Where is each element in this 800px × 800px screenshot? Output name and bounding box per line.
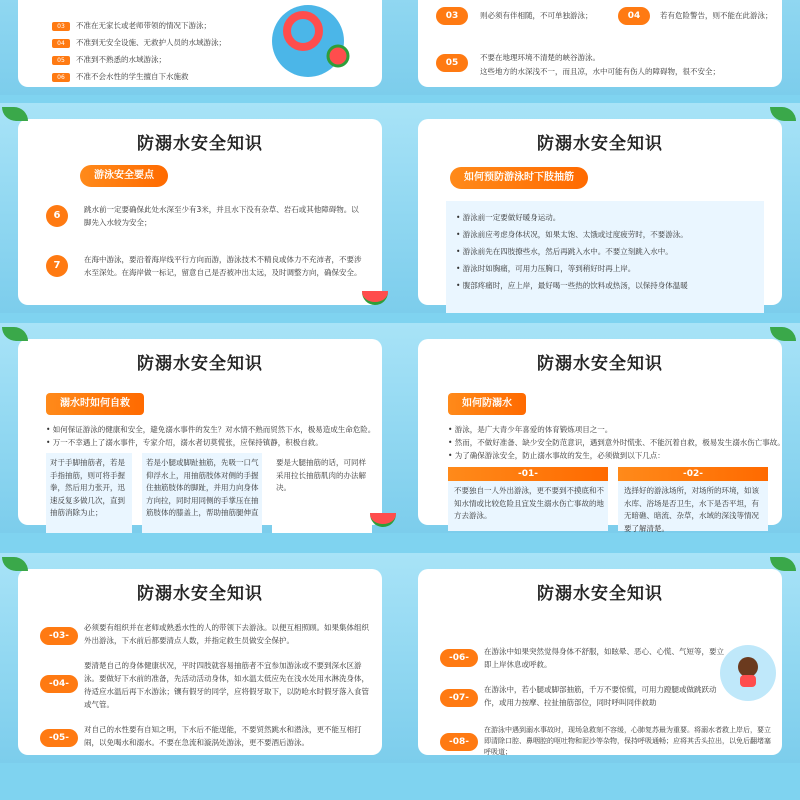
intro-bullets [448, 423, 788, 462]
list-item: • 游泳，是广大青少年喜爱的体育锻炼项目之一。 [448, 425, 613, 434]
slide-title: 防溺水安全知识 [537, 354, 663, 374]
list-item: 04 不准到无安全设施、无救护人员的水域游泳； [52, 36, 226, 49]
intro-bullets [46, 423, 376, 449]
palm-leaf-icon [2, 107, 28, 121]
list-item: 06 不准不会水性的学生擅自下水施救 [52, 70, 226, 83]
list-item: • 游泳前一定要做好暖身运动。 [456, 213, 561, 222]
slide-cramp-prevention [400, 103, 800, 313]
item-number: 6 [46, 205, 68, 227]
slide-title: 防溺水安全知识 [537, 584, 663, 604]
palm-leaf-icon [2, 557, 28, 571]
section-pill: 如何防溺水 [448, 393, 526, 415]
item-number: 04 [618, 7, 650, 25]
tips-box [446, 201, 764, 313]
list-item: • 万一不幸遇上了溺水事件，专家介绍，溺水者切莫慌张，应保持镇静，积极自救。 [46, 438, 323, 447]
slide-self-rescue [0, 323, 400, 533]
slide-card [18, 0, 382, 87]
list-item: • 如何保证游泳的健康和安全，避免溺水事件的发生？对水情不熟而贸然下水，极易造成生命危险。 [46, 425, 376, 434]
list-item: • 为了确保游泳安全，防止溺水事故的发生，必须做到以下几点： [448, 451, 665, 460]
list-item: • 腹部疼痛时，应上岸，最好喝一些热的饮料或热汤，以保持身体温暖 [456, 281, 688, 290]
item-number: 7 [46, 255, 68, 277]
tips-list [456, 209, 756, 294]
item-number: -03- [40, 627, 78, 645]
item-number: -08- [440, 733, 478, 751]
item-number: -07- [440, 689, 478, 707]
point-header: -01- [448, 467, 608, 481]
item-number: -06- [440, 649, 478, 667]
rule-list [52, 19, 226, 83]
item-number: 03 [436, 7, 468, 25]
list-item: • 游泳前应考虑身体状况，如果太饱、太饿或过度疲劳时，不要游泳。 [456, 230, 688, 239]
slide-top-left [0, 0, 400, 95]
list-item: 03 不准在无家长或老师带领的情况下游泳； [52, 19, 226, 32]
point-header: -02- [618, 467, 768, 481]
slide-card: 防溺水安全知识 溺水时如何自救 • 如何保证游泳的健康和安全，避免溺水事件的发生？对水情不熟而贸然下水，极易造成生命危险。 • 万一不幸遇上了溺水事件，专家介绍，溺水者切莫慌张，应保持镇静，积极自救。 对于手脚抽筋者，若是手指抽筋，则可将手握拳，然后用力张开，迅速反复多做几次，直到抽筋消除为止； 若是小腿或脚趾抽筋，先吸一口气仰浮水上，用抽筋肢体对侧的手握住抽筋肢体的脚趾，并用力向身体方向拉，同时用同侧的手掌压在抽筋肢体的膝盖上，帮助抽筋腿伸直 要是大腿抽筋的话，可同样采用拉长抽筋肌肉的办法解决。 [18, 339, 382, 525]
slide-emergency [400, 553, 800, 763]
slide-card [418, 119, 782, 305]
item-number: -05- [40, 729, 78, 747]
slide-card: 防溺水安全知识 -03- 必须要有组织并在老师或熟悉水性的人的带领下去游泳。以便互相照顾。如果集体组织外出游泳，下水前后都要清点人数，并指定救生员做安全保护。 -04- 要清楚自己的身体健康状况，平时四肢就容易抽筋者不宜参加游泳或不要到深水区游泳。要做好下水前的准备，先活动活动身体，如水温太低应先在浅水处用水淋洗身体，待适应水温后再下水游泳；镶有假牙的同学，应将假牙取下，以防呛水时假牙落入食管或气管。 -05- 对自己的水性要有自知之明，下水后不能逞能，不要贸然跳水和潜泳，更不能互相打闹，以免喝水和溺水。不要在急流和漩涡处游泳，更不要酒后游泳。 [18, 569, 382, 755]
slide-card: 03 则必须有伴相随，不可单独游泳； 04 若有危险警告，则不能在此游泳； 05 不要在地理环境不清楚的峡谷游泳。 这些地方的水深浅不一，而且凉，水中可能有伤人的障碍物，很不安全； [418, 0, 782, 87]
slide-card: 防溺水安全知识 游泳安全要点 6 跳水前一定要确保此处水深至少有3米，并且水下没有杂草、岩石或其他障碍物。以脚先入水较为安全； 7 在海中游泳，要沿着海岸线平行方向而游，游泳技术不精良或体力不充沛者，不要涉水至深处。在海岸做一标记，留意自己是否被冲出太远，及时调整方向，确保安全。 [18, 119, 382, 305]
list-item: • 然而，不做好准备、缺少安全防范意识，遇到意外时慌张、不能沉着自救，极易发生溺水伤亡事故。 [448, 438, 785, 447]
item-number: 05 [436, 54, 468, 72]
palm-leaf-icon [2, 327, 28, 341]
slide-card: 防溺水安全知识 如何防溺水 • 游泳，是广大青少年喜爱的体育锻炼项目之一。 • 然而，不做好准备、缺少安全防范意识，遇到意外时慌张、不能沉着自救，极易发生溺水伤亡事故。 • 为了确保游泳安全，防止溺水事故的发生，必须做到以下几点： -01- 不要独自一人外出游泳，更不要到不摸底和不知水情或比较危险且宜发生溺水伤亡事故的地方去游泳。 -02- 选择好的游泳场所，对场所的环境，如该水库、浴场是否卫生，水下是否平坦，有无暗礁、暗流、杂草，水域的深浅等情况要了解清楚。 [418, 339, 782, 525]
section-pill: 游泳安全要点 [80, 165, 168, 187]
slide-title: 防溺水安全知识 [137, 354, 263, 374]
slide-swim-safety [0, 103, 400, 313]
swimmer-girl-illustration [718, 643, 778, 703]
slide-top-right [400, 0, 800, 95]
section-pill: 如何预防游泳时下肢抽筋 [450, 167, 588, 189]
slide-title: 防溺水安全知识 [537, 134, 663, 154]
watermelon-icon [370, 513, 396, 527]
section-pill: 溺水时如何自救 [46, 393, 144, 415]
slide-title: 防溺水安全知识 [137, 134, 263, 154]
list-item: • 游泳前先在四肢撩些水，然后再跳入水中。不要立刻跳入水中。 [456, 247, 673, 256]
slide-prevent-drowning [400, 323, 800, 533]
swimmer-illustration [253, 1, 363, 81]
slide-group-rules [0, 553, 400, 763]
slide-card: 防溺水安全知识 -06- 在游泳中如果突然觉得身体不舒服，如眩晕、恶心、心慌、气短等，要立即上岸休息或呼救。 -07- 在游泳中，若小腿或脚部抽筋，千万不要惊慌，可用力蹬腿或做跳跃动作，或用力按摩、拉扯抽筋部位，同时呼叫同伴救助 -08- 在游泳中遇到溺水事故时，现场急救刻不容缓，心肺复苏最为重要。将溺水者救上岸后，要立即清除口腔、鼻咽腔的呕吐物和泥沙等杂物，保持呼吸通畅；应将其舌头拉出，以免后翻堵塞呼吸道； [418, 569, 782, 755]
list-item: • 游泳时如胸痛，可用力压胸口，等到稍好时再上岸。 [456, 264, 636, 273]
list-item: 05 不准到不熟悉的水域游泳； [52, 53, 226, 66]
slide-title: 防溺水安全知识 [137, 584, 263, 604]
item-number: -04- [40, 675, 78, 693]
